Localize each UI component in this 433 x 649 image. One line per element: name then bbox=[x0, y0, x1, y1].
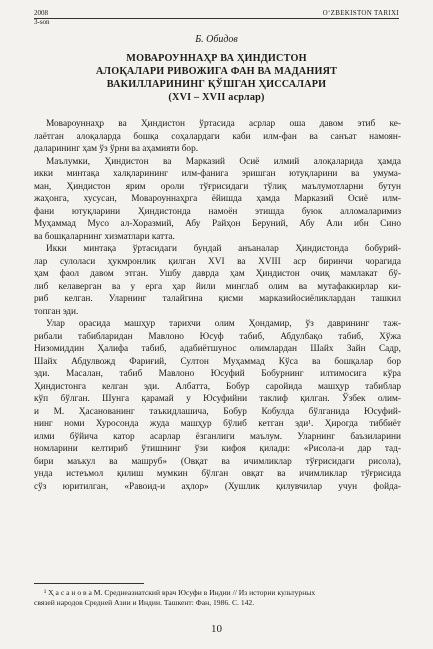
title-line: ВАКИЛЛАРИНИНГ ҚЎШГАН ҲИССАЛАРИ bbox=[106, 79, 327, 90]
text-line: Муҳаммад Мусо ал-Хоразмий, Абу Райҳон Беруний, Абу Али ибн Сино bbox=[34, 219, 401, 229]
article-title bbox=[44, 52, 389, 104]
text-line: Ҳиндистонга келган эди. Албатта, Бобур саройида машҳур табиблар bbox=[34, 381, 401, 392]
article-author: Б. Обидов bbox=[195, 34, 238, 45]
journal-title: O‘ZBEKISTON TARIXI bbox=[322, 9, 399, 17]
text-line: лар сулоласи ҳукмронлик қилган XVI ва XVIII аср биринчи чорагида bbox=[34, 256, 401, 267]
paragraph-4 bbox=[34, 318, 401, 493]
text-line: даларининг ҳам ўз ўрни ва аҳамияти бор. bbox=[34, 144, 199, 154]
text-line: нинг номи Хуросонда жуда машҳур бўлиб кетган эди¹. Ҳирогда тиббиёт bbox=[34, 419, 401, 429]
text-line: Низомиддин Ҳалифа табиб, адабиётшунос олимлардан Шайх Зайн Садр, bbox=[34, 344, 401, 354]
title-line: АЛОҚАЛАРИ РИВОЖИГА ФАН ВА МАДАНИЯТ bbox=[95, 66, 338, 77]
footnote-divider bbox=[34, 583, 144, 584]
paragraph-2 bbox=[34, 156, 401, 244]
text-line: сўз юритилган, «Равоид-и аҳлор» (Хушлик қилувчилар учун фойда- bbox=[34, 481, 401, 492]
footnote-line: связей народов Средней Азии и Индии. Ташкент: Фан, 1986. С. 142. bbox=[34, 598, 255, 607]
text-line: Икки минтақа ўртасидаги бундай анъаналар Ҳиндистонда бобурий- bbox=[46, 244, 401, 254]
text-line: кўп бўлган. Шунга қарамай у Юсуфийни таклиф қилган. Ўзбек олим- bbox=[34, 394, 401, 404]
text-line: Шайх Абдулвожд Фариғий, Султон Муҳаммад Кўса ва бошқалар бор bbox=[34, 356, 401, 367]
text-line: номларини келтириб ўтишнинг ўзи кифоя қилади: «Рисола-и дар тад- bbox=[34, 444, 401, 454]
title-line: МОВАРОУННАҲР ВА ҲИНДИСТОН bbox=[126, 53, 307, 64]
text-line: ҳам фаол давом этган. Ушбу даврда ҳам Ҳиндистон очиқ мамлакат бў- bbox=[34, 269, 401, 279]
paragraph-3 bbox=[34, 243, 401, 318]
text-line: либ келаверган ва у ерга ҳар йили минглаб олим ва мутафаккирлар ки- bbox=[34, 281, 401, 292]
text-line: илми бўйича катор асарлар ёзганлиги маълум. Уларнинг баъзиларини bbox=[34, 431, 401, 442]
text-line: Улар орасида машҳур тарихчи олим Ҳондамир, ўз даврининг таж- bbox=[46, 319, 401, 329]
paragraph-1 bbox=[34, 118, 401, 156]
article-body bbox=[34, 118, 401, 493]
text-line: топган эди. bbox=[34, 306, 79, 317]
text-line: риб келган. Уларнинг талайгина қисми марказийосиёликлардан ташкил bbox=[34, 294, 401, 304]
page-number: 10 bbox=[211, 623, 222, 635]
header-issue: 3-son bbox=[34, 17, 50, 26]
header-divider bbox=[34, 18, 399, 19]
text-line: и М. Ҳасанованинг таъкидлашича, Бобур Кобулда бўлганида Юсуфий- bbox=[34, 406, 401, 417]
text-line: ман, Ҳиндистон ярим ороли тўғрисидаги тўлиқ маълумотларни бутун bbox=[34, 181, 401, 192]
footnote-line: ¹ Ҳ а с а н о в а М. Среднеазиатский врач Юсуфи в Индии // Из истории культурных bbox=[44, 588, 316, 597]
text-line: Мовароуннаҳр ва Ҳиндистон ўртасида асрлар оша давом этиб ке- bbox=[46, 119, 401, 129]
title-line: (XVI – XVII асрлар) bbox=[168, 92, 265, 103]
text-line: Маълумки, Ҳиндистон ва Марказий Осиё илмий алоқаларида ҳамда bbox=[46, 156, 401, 167]
text-line: унда истеъмол қилиш мумкин бўлган овқат ва ичимликлар тўғрисида bbox=[34, 469, 401, 479]
text-line: ва бошқаларнинг хизматлари катта. bbox=[34, 231, 175, 242]
text-line: жаҳонга, хусусан, Мовароуннаҳрга ёйишда ҳамда Марказий Осиё илм- bbox=[34, 194, 401, 204]
text-line: лаётган алоқаларда бошқа соҳалардаги каби илм-фан ва санъат намоян- bbox=[34, 131, 401, 142]
text-line: икки минтақа халқларининг илм-фанига эришган ютуқларини ва умума- bbox=[34, 169, 401, 179]
footnote bbox=[34, 588, 401, 608]
text-line: рибали табибларидан Мавлоно Юсуф табиб, Абдулбақо табиб, Хўжа bbox=[34, 331, 401, 342]
header-year: 2008 bbox=[34, 9, 48, 17]
text-line: фани ютуқларини Ҳиндистонда намоён этишда буюк алломаларимиз bbox=[34, 206, 401, 217]
text-line: эди. Масалан, табиб Мавлоно Юсуфий Бобурнинг илтимосига кўра bbox=[34, 369, 401, 379]
text-line: бири маъкул ва машруб» (Овқат ва ичимликлар тўғрисидаги рисола), bbox=[34, 456, 401, 467]
